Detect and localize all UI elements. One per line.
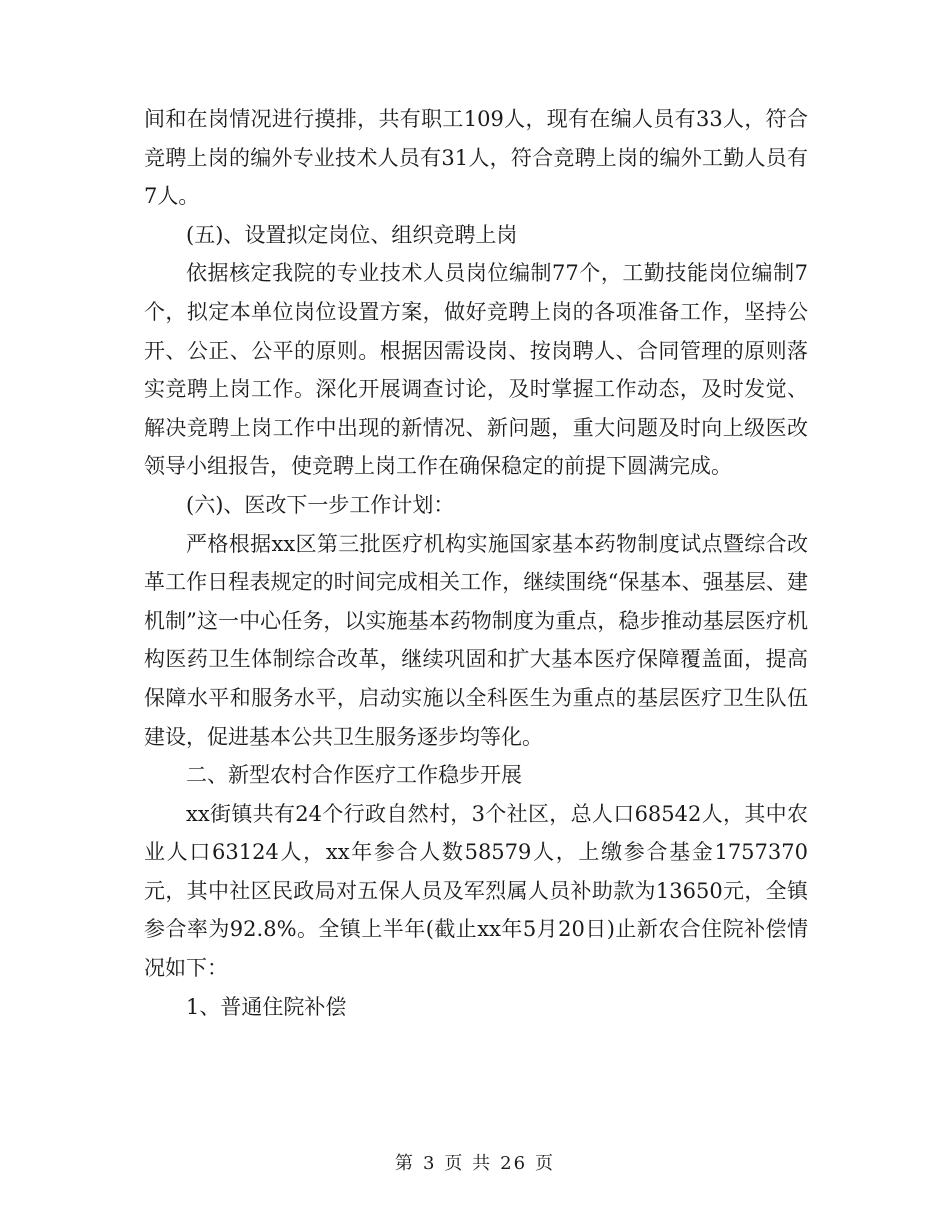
footer-prefix: 第 xyxy=(394,1153,415,1174)
footer-middle: 页 共 xyxy=(444,1153,493,1174)
section-heading: (六)、医改下一步工作计划： xyxy=(186,492,455,517)
document-body xyxy=(144,100,808,1026)
paragraph: 依据核定我院的专业技术人员岗位编制77个，工勤技能岗位编制7个，拟定本单位岗位设置方案，做好竞聘上岗的各项准备工作，坚持公开、公正、公平的原则。根据因需设岗、按岗聘人、合同管理的原则落实竞聘上岗工作。深化开展调查讨论，及时掌握工作动态，及时发觉、解决竞聘上岗工作中出现的新情况、新问题，重大问题及时向上级医改领导小组报告，使竞聘上岗工作在确保稳定的前提下圆满完成。 xyxy=(144,261,808,479)
section-heading: 1、普通住院补偿 xyxy=(186,994,347,1019)
paragraph: 间和在岗情况进行摸排，共有职工109人，现有在编人员有33人，符合竞聘上岗的编外专业技术人员有31人，符合竞聘上岗的编外工勤人员有7人。 xyxy=(144,107,808,209)
page-footer xyxy=(0,1152,950,1176)
paragraph: 严格根据xx区第三批医疗机构实施国家基本药物制度试点暨综合改革工作日程表规定的时间完成相关工作，继续围绕“保基本、强基层、建机制”这一中心任务，以实施基本药物制度为重点，稳步推动基层医疗机构医药卫生体制综合改革，继续巩固和扩大基本医疗保障覆盖面，提高保障水平和服务水平，启动实施以全科医生为重点的基层医疗卫生队伍建设，促进基本公共卫生服务逐步均等化。 xyxy=(144,531,808,749)
paragraph: xx街镇共有24个行政自然村，3个社区，总人口68542人，其中农业人口63124人，xx年参合人数58579人，上缴参合基金1757370元，其中社区民政局对五保人员及军烈属人员补助款为13650元，全镇参合率为92.8%。全镇上半年(截止xx年5月20日)止新农合住院补偿情况如下： xyxy=(144,801,808,981)
page-number: 3 xyxy=(422,1153,437,1174)
section-heading: 二、新型农村合作医疗工作稳步开展 xyxy=(186,763,522,788)
section-heading: (五)、设置拟定岗位、组织竞聘上岗 xyxy=(186,222,518,247)
footer-suffix: 页 xyxy=(535,1153,556,1174)
page-total: 26 xyxy=(500,1153,528,1174)
